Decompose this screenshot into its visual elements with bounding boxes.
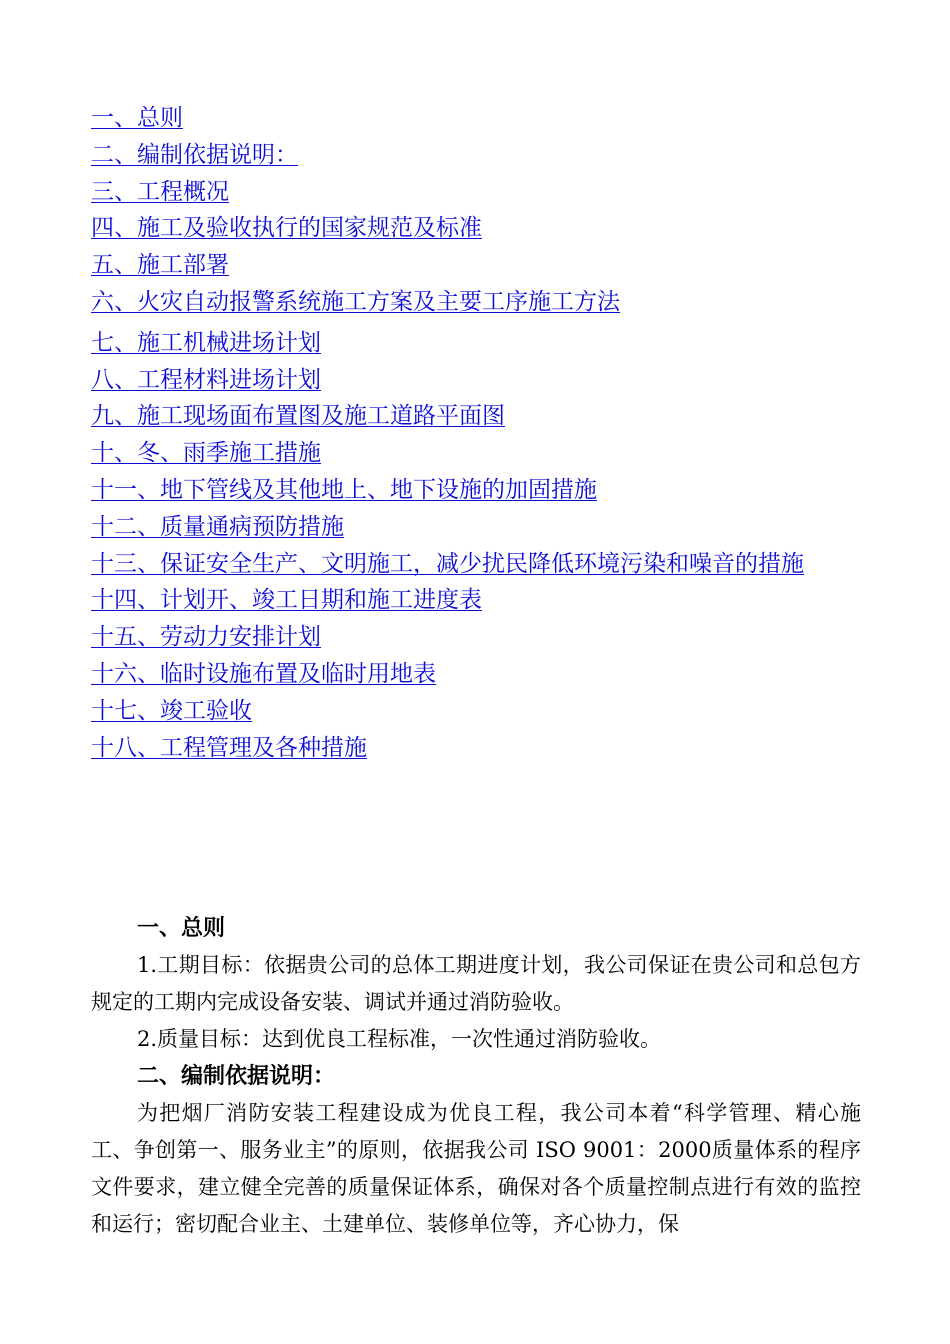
toc-link-13[interactable]: 十三、保证安全生产、文明施工，减少扰民降低环境污染和噪音的措施 xyxy=(91,550,804,577)
toc-link-11[interactable]: 十一、地下管线及其他地上、地下设施的加固措施 xyxy=(91,476,597,503)
section-heading-basis: 二、编制依据说明： xyxy=(137,1063,336,1089)
document-body xyxy=(91,910,861,1243)
toc-link-8[interactable]: 八、工程材料进场计划 xyxy=(91,366,321,393)
toc-link-5[interactable]: 五、施工部署 xyxy=(91,252,229,279)
toc-link-18[interactable]: 十八、工程管理及各种措施 xyxy=(91,734,367,761)
general-schedule-paragraph: 1.工期目标：依据贵公司的总体工期进度计划，我公司保证在贵公司和总包方规定的工期内完成设备安装、调试并通过消防验收。 xyxy=(91,953,861,1014)
toc-link-14[interactable]: 十四、计划开、竣工日期和施工进度表 xyxy=(91,587,482,614)
toc-link-10[interactable]: 十、冬、雨季施工措施 xyxy=(91,440,321,467)
toc-link-9[interactable]: 九、施工现场面布置图及施工道路平面图 xyxy=(91,403,505,430)
toc-link-4[interactable]: 四、施工及验收执行的国家规范及标准 xyxy=(91,215,482,242)
toc-link-15[interactable]: 十五、劳动力安排计划 xyxy=(91,624,321,651)
toc-link-6[interactable]: 六、火灾自动报警系统施工方案及主要工序施工方法 xyxy=(91,288,620,315)
toc-link-16[interactable]: 十六、临时设施布置及临时用地表 xyxy=(91,660,436,687)
basis-paragraph: 为把烟厂消防安装工程建设成为优良工程，我公司本着“科学管理、精心施工、争创第一、服务业主”的原则，依据我公司 ISO 9001：2000质量体系的程序文件要求，建立健全完善的质量保证体系，确保对各个质量控制点进行有效的监控和运行；密切配合业主、土建单位、装修单位等，齐心协力，保 xyxy=(91,1101,861,1236)
toc-link-12[interactable]: 十二、质量通病预防措施 xyxy=(91,513,344,540)
toc-link-2[interactable]: 二、编制依据说明： xyxy=(91,141,298,168)
toc-link-1[interactable]: 一、总则 xyxy=(91,105,183,131)
section-heading-general: 一、总则 xyxy=(137,915,226,941)
toc-link-3[interactable]: 三、工程概况 xyxy=(91,178,229,205)
toc-link-17[interactable]: 十七、竣工验收 xyxy=(91,697,252,724)
general-quality-paragraph: 2.质量目标：达到优良工程标准，一次性通过消防验收。 xyxy=(137,1027,662,1051)
table-of-contents xyxy=(91,100,891,766)
toc-link-7[interactable]: 七、施工机械进场计划 xyxy=(91,329,321,356)
